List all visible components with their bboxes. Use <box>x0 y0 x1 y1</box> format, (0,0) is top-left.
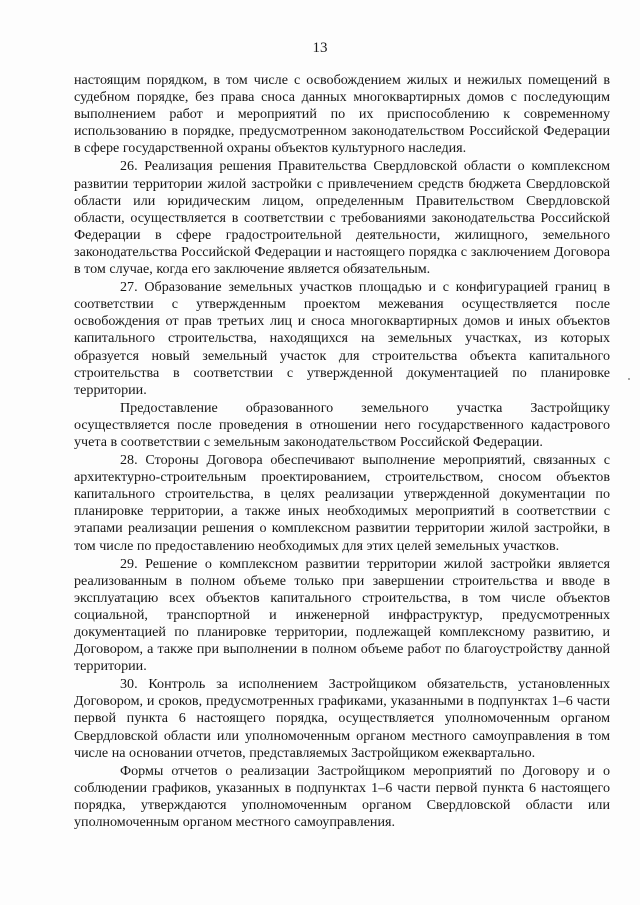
paragraph-item-30: 30. Контроль за исполнением Застройщиком обязательств, установленных Договором, и сроков, предусмотренных графиками, указанными в подпунктах 1–6 части первой пункта 6 настоящего порядка, осуществляется уполномоченным органом Свердловской области или уполномоченным органом местного самоуправления в том числе на основании отчетов, представляемых Застройщиком ежеквартально. <box>74 676 610 761</box>
page-number: 13 <box>312 40 328 56</box>
paragraph-item-27: 27. Образование земельных участков площадью и с конфигурацией границ в соответствии с утвержденным проектом межевания осуществляется после освобождения от прав третьих лиц и сноса многоквартирных домов и иных объектов капитального строительства, находящихся на земельных участках, из которых образуется новый земельный участок для строительства объекта капитального строительства в соответствии с утвержденной документацией по планировке территории. <box>74 279 610 398</box>
paragraph-item-27-provision: Предоставление образованного земельного участка Застройщику осуществляется после проведения в отношении него государственного кадастрового учета в соответствии с земельным законодательством Российской Федерации. <box>74 399 610 450</box>
paragraph-item-29: 29. Решение о комплексном развитии территории жилой застройки является реализованным в полном объеме только при завершении строительства и вводе в эксплуатацию всех объектов капитального строительства, в том числе объектов социальной, транспортной и инженерной инфраструктур, предусмотренных документацией по планировке территории, подлежащей комплексному развитию, и Договором, а также при выполнении в полном объеме работ по благоустройству данной территории. <box>74 555 610 675</box>
paragraph-continuation: настоящим порядком, в том числе с освобождением жилых и нежилых помещений в судебном порядке, без права сноса данных многоквартирных домов с последующим выполнением работ и мероприятий по их приспособлению к современному использованию в порядке, предусмотренном законодательством Российской Федерации в сфере государственной охраны объектов культурного наследия. <box>74 72 610 157</box>
paragraph-item-30-forms: Формы отчетов о реализации Застройщиком мероприятий по Договору и о соблюдении графиков, указанных в подпунктах 1–6 части первой пункта 6 настоящего порядка, утверждаются уполномоченным органом Свердловской области или уполномоченным органом местного самоуправления. <box>74 762 610 831</box>
document-body <box>74 72 610 831</box>
paragraph-item-28: 28. Стороны Договора обеспечивают выполнение мероприятий, связанных с архитектурно-строительным проектированием, строительством, сносом объектов капитального строительства, в целях реализации утвержденной документации по планировке территории, а также иных необходимых мероприятий в соответствии с этапами реализации решения о комплексном развитии территории жилой застройки, в том числе по предоставлению необходимых для этих целей земельных участков. <box>74 452 610 554</box>
scan-speck <box>628 378 630 380</box>
paragraph-item-26: 26. Реализация решения Правительства Свердловской области о комплексном развитии территории жилой застройки с привлечением средств бюджета Свердловской области или юридическим лицом, определенным Правительством Свердловской области, осуществляется в соответствии с требованиями законодательства Российской Федерации в сфере градостроительной деятельности, жилищного, земельного законодательства Российской Федерации и настоящего порядка с заключением Договора в том случае, когда его заключение является обязательным. <box>74 158 610 278</box>
